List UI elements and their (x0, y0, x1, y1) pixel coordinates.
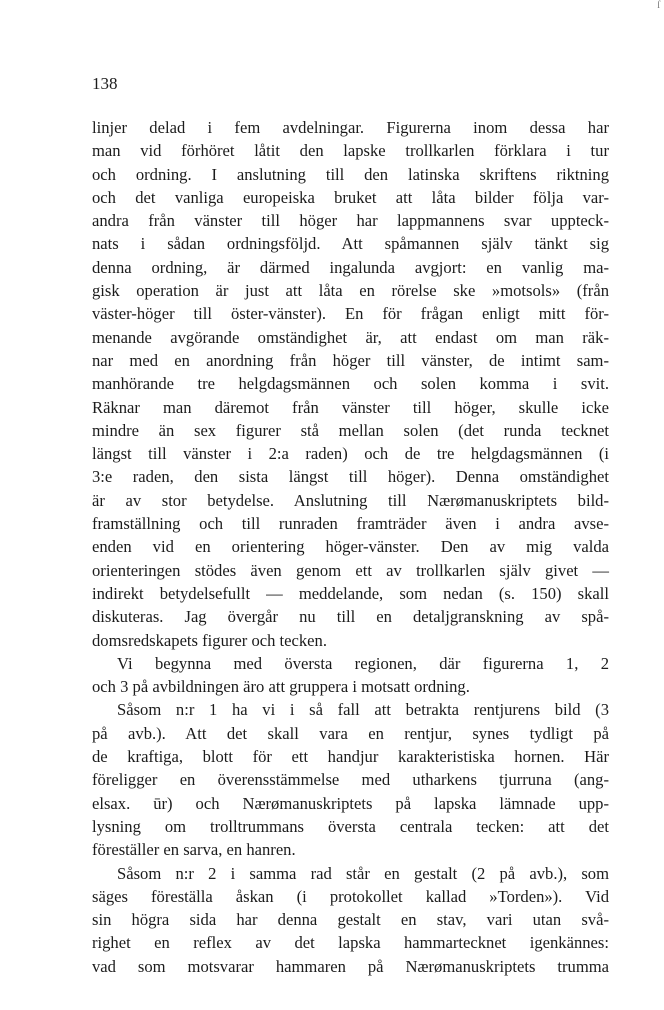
text-line: och ordning. I anslutning till den latinska skriftens riktning (92, 164, 609, 184)
text-line: nats i sådan ordningsföljd. Att spåmannen själv tänkt sig (92, 234, 609, 254)
text-line: föreligger en överensstämmelse med utharkens tjurruna (ang- (92, 770, 609, 790)
text-line: framställning och till runraden framträder även i andra avse- (92, 514, 609, 534)
body-text (92, 116, 609, 978)
text-line: längst till vänster i 2:a raden) och de tre helgdagsmännen (i (92, 444, 609, 464)
text-line: diskuteras. Jag övergår nu till en detaljgranskning av spå- (92, 607, 609, 627)
text-line: Vi begynna med översta regionen, där figurerna 1, 2 (117, 653, 609, 673)
text-line: och det vanliga europeiska bruket att låta bilder följa var- (92, 187, 609, 207)
text-line: indirekt betydelsefullt — meddelande, som nedan (s. 150) skall (92, 583, 609, 603)
text-line: orienteringen stödes även genom ett av trollkarlen själv givet — (92, 560, 609, 580)
text-line: de kraftiga, blott för ett handjur karakteristiska hornen. Här (92, 747, 609, 767)
text-line: Såsom n:r 1 ha vi i så fall att betrakta rentjurens bild (3 (117, 700, 609, 720)
text-line: sin högra sida har denna gestalt en stav, vari utan svå- (92, 910, 609, 930)
text-line: manhörande tre helgdagsmännen och solen komma i svit. (92, 374, 609, 394)
text-line: vad som motsvarar hammaren på Nærømanuskriptets trumma (92, 956, 609, 976)
text-line: gisk operation är just att låta en rörelse ske »motsols» (från (92, 281, 609, 301)
text-line: och 3 på avbildningen äro att gruppera i motsatt ordning. (92, 677, 470, 697)
text-line: föreställer en sarva, en hanren. (92, 840, 296, 860)
text-line: Räknar man däremot från vänster till höger, skulle icke (92, 397, 609, 417)
text-line: 3:e raden, den sista längst till höger). Denna omständighet (92, 467, 609, 487)
text-line: nar med en anordning från höger till vänster, de intimt sam- (92, 350, 609, 370)
text-line: righet en reflex av det lapska hammartecknet igenkännes: (92, 933, 609, 953)
text-line: är av stor betydelse. Anslutning till Nærømanuskriptets bild- (92, 490, 609, 510)
text-line: på avb.). Att det skall vara en rentjur, synes tydligt på (92, 723, 609, 743)
text-line: domsredskapets figurer och tecken. (92, 630, 327, 650)
text-line: säges föreställa åskan (i protokollet kallad »Torden»). Vid (92, 886, 609, 906)
text-line: Såsom n:r 2 i samma rad står en gestalt (2 på avb.), som (117, 863, 609, 883)
corner-mark: ſ (657, 0, 660, 11)
text-line: man vid förhöret låtit den lapske trollkarlen förklara i tur (92, 141, 609, 161)
text-line: andra från vänster till höger har lappmannens svar uppteck- (92, 211, 609, 231)
text-line: menande avgörande omständighet är, att endast om man räk- (92, 327, 609, 347)
text-line: väster-höger till öster-vänster). En för frågan enligt mitt för- (92, 304, 609, 324)
text-line: denna ordning, är därmed ingalunda avgjort: en vanlig ma- (92, 257, 609, 277)
text-line: enden vid en orientering höger-vänster. Den av mig valda (92, 537, 609, 557)
text-line: mindre än sex figurer stå mellan solen (det runda tecknet (92, 420, 609, 440)
text-line: lysning om trolltrummans översta centrala tecken: att det (92, 816, 609, 836)
text-line: linjer delad i fem avdelningar. Figurerna inom dessa har (92, 118, 609, 137)
text-line: elsax. ūr) och Nærømanuskriptets på lapska lämnade upp- (92, 793, 609, 813)
page-number: 138 (92, 74, 118, 93)
